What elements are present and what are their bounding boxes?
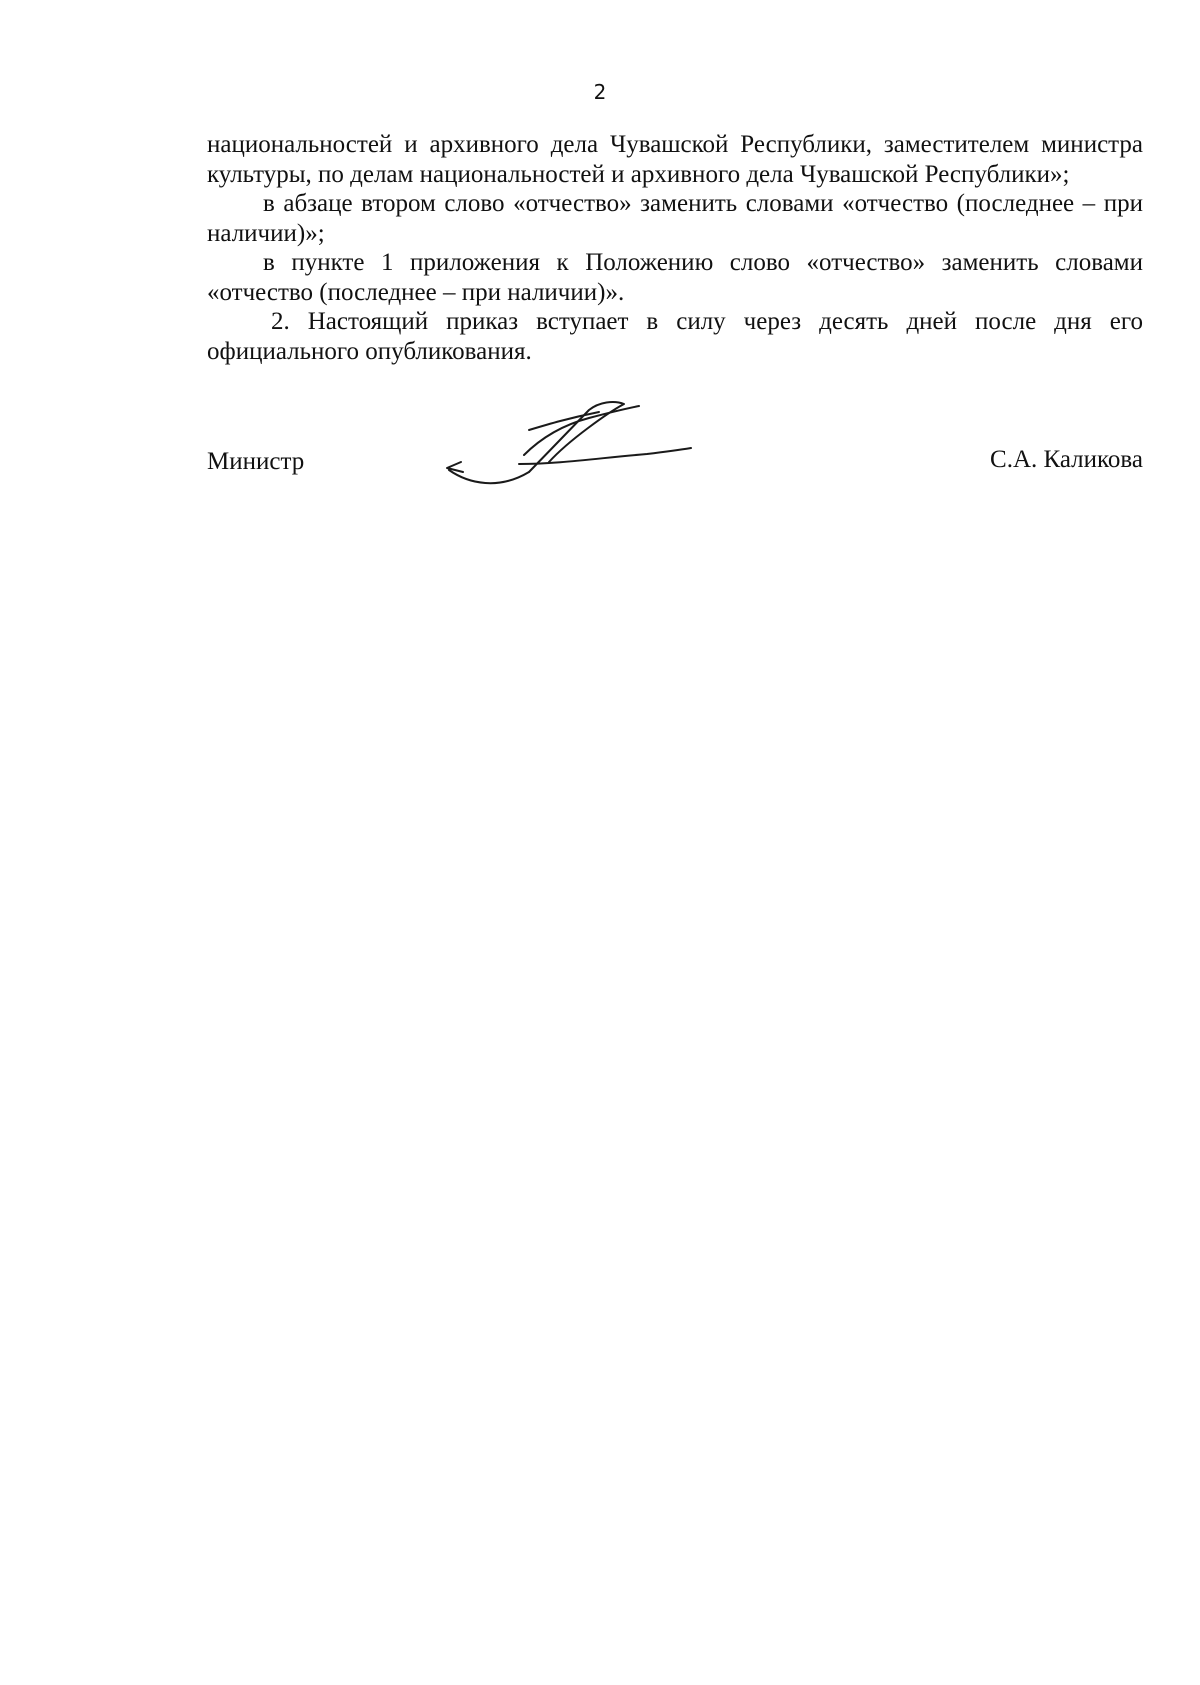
paragraph-patronymic-replacement: в абзаце втором слово «отчество» заменить словами «отчество (последнее – при наличии)»; bbox=[207, 190, 1143, 247]
signatory-name: С.А. Каликова bbox=[990, 446, 1143, 473]
paragraph-continuation: национальностей и архивного дела Чувашской Республики, заместителем министра культуры, по делам национальностей и архивного дела Чувашской Республики»; bbox=[207, 131, 1143, 188]
handwritten-signature-icon bbox=[439, 400, 709, 500]
page-number: 2 bbox=[593, 80, 607, 104]
paragraph-appendix-replacement: в пункте 1 приложения к Положению слово «отчество» заменить словами «отчество (последнее – при наличии)». bbox=[207, 249, 1143, 306]
signature-block bbox=[207, 400, 1143, 510]
paragraph-effective-date: 2. Настоящий приказ вступает в силу через десять дней после дня его официального опубликования. bbox=[207, 308, 1143, 365]
document-body bbox=[207, 130, 1143, 366]
signatory-title: Министр bbox=[207, 448, 305, 475]
